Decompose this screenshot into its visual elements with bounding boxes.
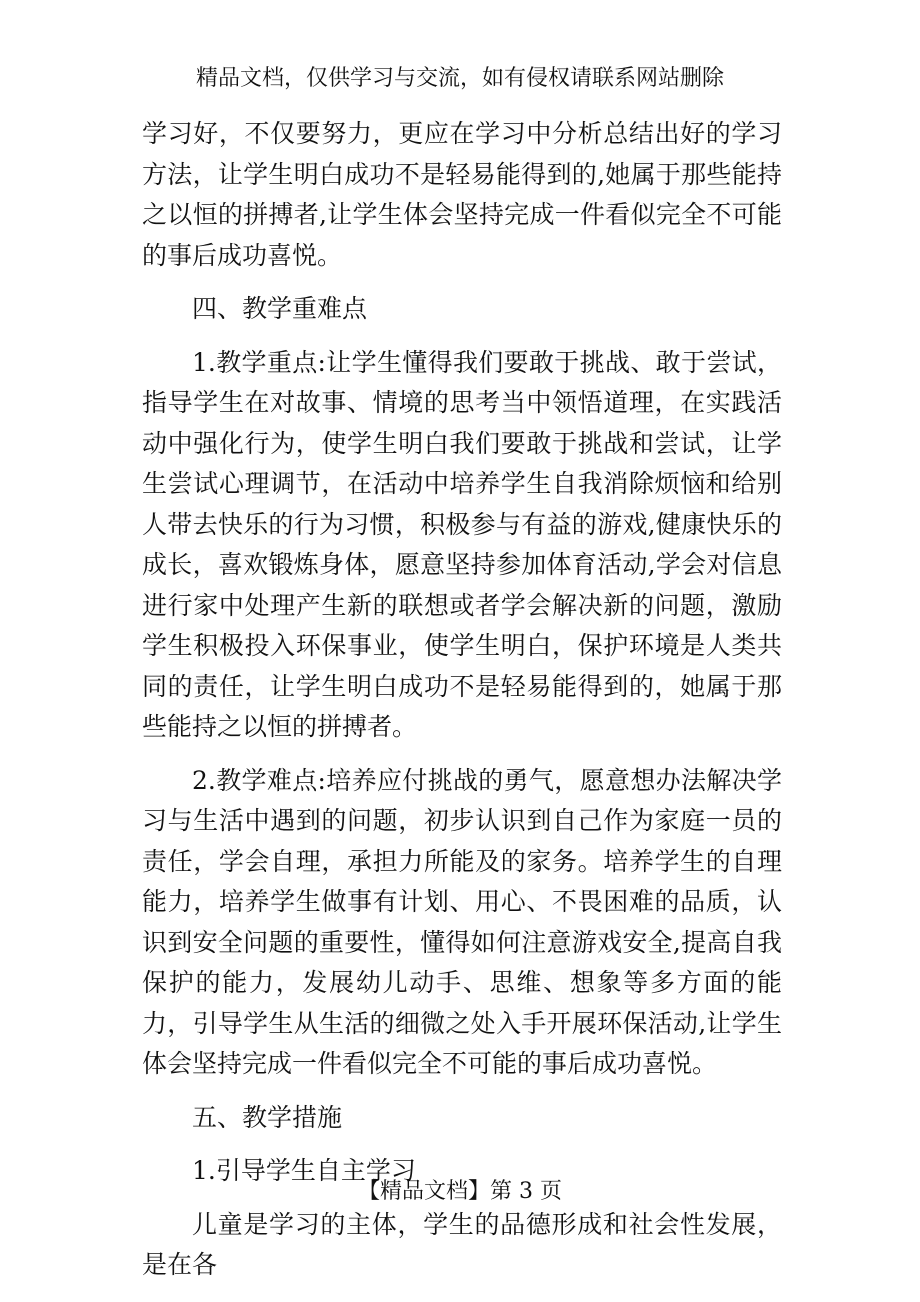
paragraph-children-subject: 儿童是学习的主体，学生的品德形成和社会性发展，是在各 xyxy=(142,1209,782,1279)
section-heading-key-points: 四、教学重难点 xyxy=(192,294,368,323)
paragraph-teaching-focus: 1.教学重点:让学生懂得我们要敢于挑战、敢于尝试，指导学生在对故事、情境的思考当中领悟道理，在实践活动中强化行为，使学生明白我们要敢于挑战和尝试，让学生尝试心理调节，在活动中培养学生自我消除烦恼和给别人带去快乐的行为习惯，积极参与有益的游戏,健康快乐的成长，喜欢锻炼身体，愿意坚持参加体育活动,学会对信息进行家中处理产生新的联想或者学会解决新的问题，激励学生积极投入环保事业，使学生明白，保护环境是人类共同的责任，让学生明白成功不是轻易能得到的，她属于那些能持之以恒的拼搏者。 xyxy=(142,347,782,741)
page-footer: 【精品文档】第 3 页 xyxy=(358,1179,562,1204)
subheading-self-learning: 1.引导学生自主学习 xyxy=(192,1156,416,1185)
document-body xyxy=(142,114,782,1286)
paragraph-learning-method: 学习好，不仅要努力，更应在学习中分析总结出好的学习方法，让学生明白成功不是轻易能得到的,她属于那些能持之以恒的拼搏者,让学生体会坚持完成一件看似完全不可能的事后成功喜悦。 xyxy=(142,119,782,270)
section-heading-measures: 五、教学措施 xyxy=(192,1102,343,1132)
page-header: 精品文档，仅供学习与交流，如有侵权请联系网站删除 xyxy=(195,66,724,91)
paragraph-teaching-difficulty: 2.教学难点:培养应付挑战的勇气，愿意想办法解决学习与生活中遇到的问题，初步认识到自己作为家庭一员的责任，学会自理，承担力所能及的家务。培养学生的自理能力，培养学生做事有计划、用心、不畏困难的品质，认识到安全问题的重要性，懂得如何注意游戏安全,提高自我保护的能力，发展幼儿动手、思维、想象等多方面的能力，引导学生从生活的细微之处入手开展环保活动,让学生体会坚持完成一件看似完全不可能的事后成功喜悦。 xyxy=(142,765,782,1078)
